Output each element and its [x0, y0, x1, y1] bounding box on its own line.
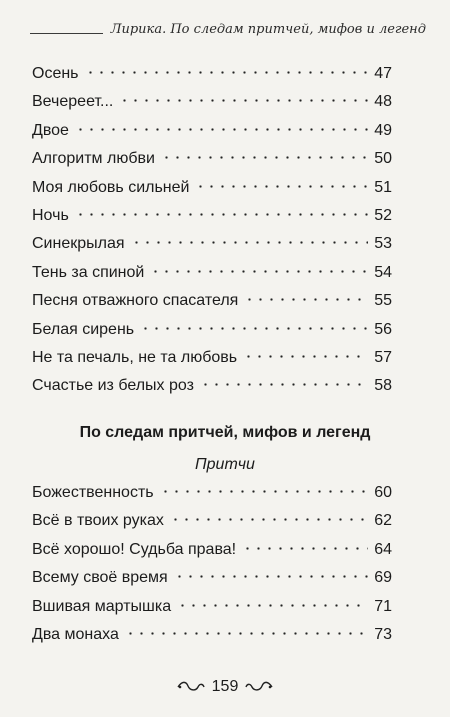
- page-number: 159: [211, 678, 239, 695]
- toc-entry-title: Алгоритм любви: [32, 150, 155, 168]
- dot-leader: [138, 316, 374, 334]
- toc-entry-title: Тень за спиной: [32, 263, 145, 281]
- toc-entry: [32, 344, 392, 372]
- toc-entry-title: Осень: [32, 65, 79, 82]
- dot-leader: [123, 621, 374, 639]
- dot-leader: [193, 174, 374, 192]
- toc-entry-title: Два монаха: [32, 625, 119, 643]
- toc-entry-page: 48: [374, 93, 392, 111]
- dot-leader: [172, 564, 374, 582]
- toc-entry-page: 56: [374, 320, 392, 338]
- toc-entry-page: 62: [374, 512, 392, 530]
- running-title: Лирика. По следам притчей, мифов и легенд: [110, 21, 426, 37]
- toc-entry-title: Божественность: [32, 484, 154, 501]
- dot-leader: [240, 536, 374, 554]
- toc-entry: [32, 536, 392, 564]
- toc-entry: [32, 479, 392, 507]
- toc-entry: [32, 564, 392, 592]
- toc-entry: [32, 287, 392, 315]
- toc-entry: [32, 259, 392, 287]
- toc-entry-title: Всё хорошо! Судьба права!: [32, 540, 237, 558]
- toc-entry-title: Моя любовь сильней: [32, 178, 190, 196]
- toc-entry-title: Вшивая мартышка: [32, 597, 172, 615]
- toc-entry-page: 69: [374, 569, 392, 587]
- dot-leader: [158, 479, 374, 497]
- dot-leader: [241, 344, 374, 362]
- toc-entry: [32, 372, 392, 400]
- toc-entry: [32, 621, 392, 649]
- toc-entry-title: Всё в твоих руках: [32, 512, 164, 530]
- toc-entry: [32, 88, 392, 116]
- header-rule: [30, 33, 103, 34]
- toc-entry-title: Песня отважного спасателя: [32, 292, 239, 310]
- dot-leader: [73, 117, 374, 135]
- toc-entry-page: 73: [374, 625, 392, 643]
- toc-entry-page: 64: [374, 540, 392, 558]
- dot-leader: [117, 88, 374, 106]
- swirl-ornament-icon: [244, 681, 274, 693]
- toc-entry: [32, 117, 392, 145]
- toc-entry-page: 49: [374, 121, 392, 139]
- toc-entry: [32, 202, 392, 230]
- dot-leader: [129, 230, 374, 248]
- dot-leader: [168, 507, 374, 525]
- dot-leader: [198, 372, 374, 390]
- subsection-title: Притчи: [195, 456, 255, 473]
- toc-entry-title: Ночь: [32, 206, 69, 224]
- toc-entry: [32, 174, 392, 202]
- section-title: По следам притчей, мифов и легенд: [79, 424, 371, 441]
- toc-entry-title: Синекрылая: [32, 235, 125, 253]
- toc-entry-page: 71: [374, 597, 392, 615]
- dot-leader: [73, 202, 374, 220]
- toc-entry: [32, 230, 392, 258]
- page-footer: [0, 678, 450, 696]
- toc-entry-page: 51: [374, 178, 392, 196]
- toc-entry-title: Счастье из белых роз: [32, 377, 194, 395]
- toc-entry-page: 58: [374, 377, 392, 395]
- dot-leader: [148, 259, 374, 277]
- toc-entry-page: 57: [374, 348, 392, 366]
- swirl-ornament-icon: [176, 681, 206, 693]
- toc-entry-title: Белая сирень: [32, 320, 135, 338]
- toc-entry-page: 55: [374, 292, 392, 310]
- toc-entry-page: 52: [374, 206, 392, 224]
- toc-entry: [32, 593, 392, 621]
- toc-list-bottom: [32, 479, 392, 649]
- toc-entry-page: 53: [374, 235, 392, 253]
- toc-entry-title: Не та печаль, не та любовь: [32, 348, 238, 366]
- toc-entry: [32, 316, 392, 344]
- toc-entry-title: Вечереет...: [32, 93, 114, 111]
- dot-leader: [242, 287, 374, 305]
- toc-entry-title: Двое: [32, 121, 69, 139]
- toc-entry-page: 50: [374, 150, 392, 168]
- toc-entry-title: Всему своё время: [32, 569, 168, 587]
- toc-list-top: [32, 60, 392, 401]
- toc-entry: [32, 60, 392, 88]
- toc-entry-page: 54: [374, 263, 392, 281]
- dot-leader: [175, 593, 374, 611]
- toc-entry-page: 60: [374, 484, 392, 501]
- dot-leader: [159, 145, 374, 163]
- toc-entry-page: 47: [374, 65, 392, 82]
- dot-leader: [83, 60, 374, 78]
- toc-entry: [32, 507, 392, 535]
- running-header: [30, 14, 426, 44]
- toc-entry: [32, 145, 392, 173]
